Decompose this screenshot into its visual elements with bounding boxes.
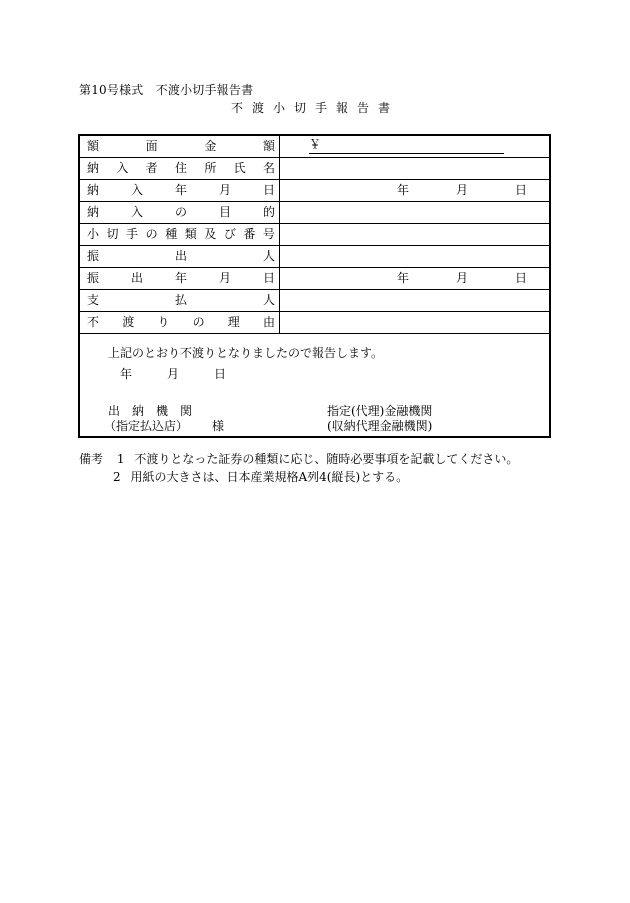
year-label: 年: [397, 183, 410, 197]
face-amount-field[interactable]: [280, 136, 549, 157]
designated-bank-label: 指定(代理)金融機関: [327, 404, 433, 418]
row-label: 振 出 年 月 日: [87, 271, 275, 285]
honorific-label: 様: [212, 419, 225, 433]
row-label: 小 切 手 の 種 類 及 び 番 号: [87, 227, 275, 241]
report-table: [78, 134, 551, 438]
month-label: 月: [456, 183, 469, 197]
row-label: 支 払 人: [87, 293, 275, 307]
payment-date-field[interactable]: [280, 180, 549, 201]
report-month-label: 月: [167, 367, 180, 381]
treasury-org-label: 出 納 機 関: [108, 404, 193, 418]
row-face-amount: [80, 136, 549, 158]
check-type-number-field[interactable]: [280, 224, 549, 245]
note-text: 不渡りとなった証券の種類に応じ、随時必要事項を記載してください。: [134, 452, 519, 466]
designated-branch-label: （指定払込店）: [104, 419, 189, 433]
notes-line-1: [79, 450, 518, 467]
payment-purpose-field[interactable]: [280, 202, 549, 223]
day-label: 日: [515, 271, 528, 285]
yen-amount-line: ￥: [309, 136, 504, 154]
row-label: 不 渡 り の 理 由: [87, 315, 275, 329]
month-label: 月: [456, 271, 469, 285]
dishonor-reason-field[interactable]: [280, 312, 549, 333]
row-label: 納 入 者 住 所 氏 名: [87, 161, 275, 175]
drawer-field[interactable]: [280, 246, 549, 267]
document-title: 不渡小切手報告書: [230, 101, 399, 115]
form-number-label: 第10号様式 不渡小切手報告書: [79, 83, 254, 97]
row-payment-date: [80, 180, 549, 202]
report-day-label: 日: [214, 367, 227, 381]
notes-line-2: [113, 468, 408, 485]
note-number: 2: [113, 470, 121, 484]
row-label: 納 入 の 目 的: [87, 205, 275, 219]
report-year-label: 年: [120, 367, 133, 381]
row-payer-bank: [80, 290, 549, 312]
row-label: 振 出 人: [87, 249, 275, 263]
note-text: 用紙の大きさは、日本産業規格A列4(縦長)とする。: [130, 470, 409, 484]
notes-heading: 備考: [79, 452, 104, 466]
row-issue-date: [80, 268, 549, 290]
issue-date-field[interactable]: [280, 268, 549, 289]
payer-address-name-field[interactable]: [280, 158, 549, 179]
note-number: 1: [116, 452, 125, 466]
collection-agent-bank-label: (収納代理金融機関): [327, 419, 433, 433]
row-label: 額 面 金 額: [87, 139, 275, 153]
payer-bank-field[interactable]: [280, 290, 549, 311]
row-payer-address-name: [80, 158, 549, 180]
row-check-type-number: [80, 224, 549, 246]
row-label: 納 入 年 月 日: [87, 183, 275, 197]
day-label: 日: [515, 183, 528, 197]
row-payment-purpose: [80, 202, 549, 224]
row-drawer: [80, 246, 549, 268]
row-dishonor-reason: [80, 312, 549, 334]
report-statement: 上記のとおり不渡りとなりましたので報告します。: [108, 346, 384, 360]
year-label: 年: [397, 271, 410, 285]
